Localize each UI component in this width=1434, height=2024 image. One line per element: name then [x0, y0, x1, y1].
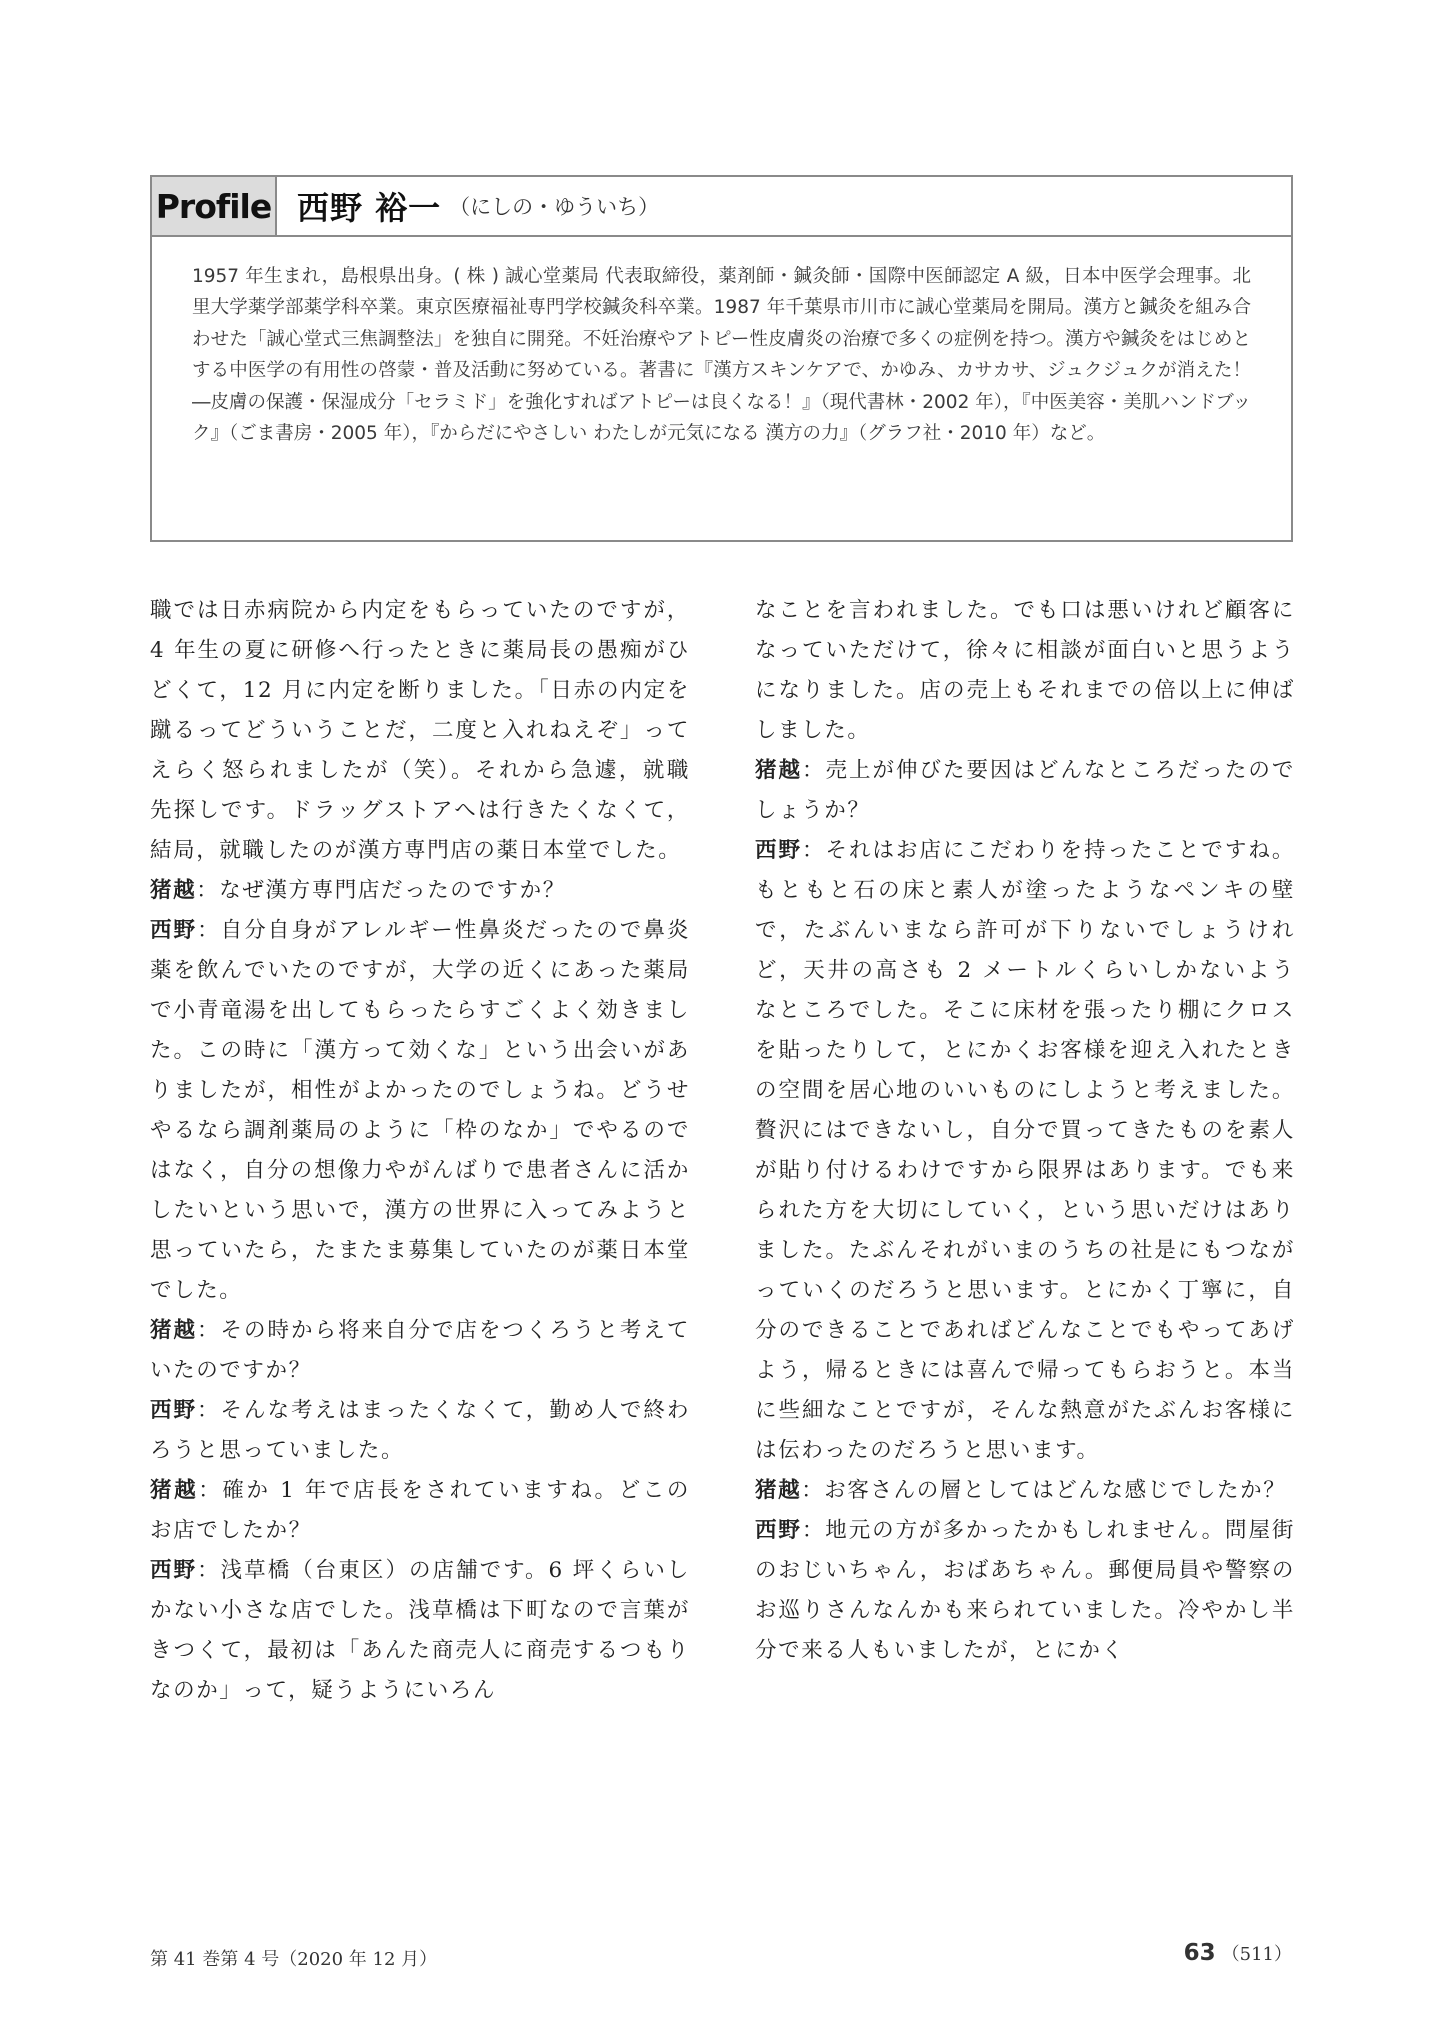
speaker: 西野	[150, 1558, 198, 1583]
speaker: 猪越	[755, 758, 802, 783]
paragraph-text: ：その時から将来自分で店をつくろうと考えていたのですか？	[150, 1318, 690, 1383]
paragraph-text: ：なぜ漢方専門店だったのですか？	[196, 878, 566, 903]
paragraph	[150, 591, 690, 871]
paragraph-text: 職では日赤病院から内定をもらっていたのですが，4 年生の夏に研修へ行ったときに薬局長の愚痴がひどくて，12 月に内定を断りました。「日赤の内定を蹴るってどういうことだ，二度と入れねえぞ」ってえらく怒られましたが（笑）。それから急遽，就職先探しです。ドラッグストアへは行きたくなくて，結局，就職したのが漢方専門店の薬日本堂でした。	[150, 598, 690, 863]
issue-info: 第 41 巻第 4 号（2020 年 12 月）	[150, 1949, 438, 1970]
profile-box	[150, 175, 1293, 542]
paragraph	[755, 1471, 1295, 1511]
speaker: 西野	[150, 1398, 198, 1423]
profile-header	[152, 177, 1291, 237]
paragraph	[755, 831, 1295, 1471]
paragraph-text: ：自分自身がアレルギー性鼻炎だったので鼻炎薬を飲んでいたのですが，大学の近くにあった薬局で小青竜湯を出してもらったらすごくよく効きました。この時に「漢方って効くな」という出会いがありましたが，相性がよかったのでしょうね。どうせやるなら調剤薬局のように「枠のなか」でやるのではなく，自分の想像力やがんばりで患者さんに活かしたいという思いで，漢方の世界に入ってみようと思っていたら，たまたま募集していたのが薬日本堂でした。	[150, 918, 690, 1303]
page-number: 63	[1183, 1940, 1216, 1966]
paragraph-text: ：そんな考えはまったくなくて，勤め人で終わろうと思っていました。	[150, 1398, 690, 1463]
paragraph	[755, 751, 1295, 831]
speaker: 猪越	[150, 878, 197, 903]
paragraph-text: ：売上が伸びた要因はどんなところだったのでしょうか？	[755, 758, 1295, 823]
profile-name-area	[277, 177, 659, 235]
paragraph-text: ：お客さんの層としてはどんな感じでしたか？	[801, 1478, 1287, 1503]
paragraph-text: なことを言われました。でも口は悪いけれど顧客になっていただけて，徐々に相談が面白いと思うようになりました。店の売上もそれまでの倍以上に伸ばしました。	[755, 598, 1295, 743]
speaker: 猪越	[755, 1478, 802, 1503]
paragraph	[755, 1511, 1295, 1671]
left-column	[150, 591, 690, 1711]
page-number-area	[1184, 1940, 1292, 1966]
paragraph-text: ：それはお店にこだわりを持ったことですね。もともと石の床と素人が塗ったようなペンキの壁で，たぶんいまなら許可が下りないでしょうけれど，天井の高さも 2 メートルくらいしかないようなところでした。そこに床材を張ったり棚にクロスを貼ったりして，とにかくお客様を迎え入れたときの空間を居心地のいいものにしようと考えました。贅沢にはできないし，自分で買ってきたものを素人が貼り付けるわけですから限界はあります。でも来られた方を大切にしていく，という思いだけはありました。たぶんそれがいまのうちの社是にもつながっていくのだろうと思います。とにかく丁寧に，自分のできることであればどんなことでもやってあげよう，帰るときには喜んで帰ってもらおうと。本当に些細なことですが，そんな熱意がたぶんお客様には伝わったのだろうと思います。	[755, 838, 1295, 1463]
paragraph	[150, 911, 690, 1311]
paragraph	[150, 1551, 690, 1711]
profile-reading: （にしの・ゆういち）	[449, 195, 660, 219]
paragraph	[150, 1391, 690, 1471]
speaker: 西野	[755, 1518, 802, 1543]
speaker: 西野	[150, 918, 198, 943]
total-page-number: （511）	[1221, 1944, 1292, 1965]
paragraph-text: ：地元の方が多かったかもしれません。問屋街のおじいちゃん，おばあちゃん。郵便局員や警察のお巡りさんなんかも来られていました。冷やかし半分で来る人もいましたが，とにかく	[755, 1518, 1295, 1663]
paragraph-text: ：確か 1 年で店長をされていますね。どこのお店でしたか？	[150, 1478, 690, 1543]
profile-bio: 1957 年生まれ，島根県出身。( 株 ) 誠心堂薬局 代表取締役，薬剤師・鍼灸師・国際中医師認定 A 級，日本中医学会理事。北里大学薬学部薬学科卒業。東京医療福祉専門学校鍼灸科卒業。1987 年千葉県市川市に誠心堂薬局を開局。漢方と鍼灸を組み合わせた「誠心堂式三焦調整法」を独自に開発。不妊治療やアトピー性皮膚炎の治療で多くの症例を持つ。漢方や鍼灸をはじめとする中医学の有用性の啓蒙・普及活動に努めている。著書に『漢方スキンケアで、かゆみ、カサカサ、ジュクジュクが消えた！ ―皮膚の保護・保湿成分「セラミド」を強化すればアトピーは良くなる！』（現代書林・2002 年），『中医美容・美肌ハンドブック』（ごま書房・2005 年），『からだにやさしい わたしが元気になる 漢方の力』（グラフ社・2010 年）など。	[192, 266, 1251, 445]
speaker: 猪越	[150, 1478, 199, 1503]
paragraph-text: ：浅草橋（台東区）の店舗です。6 坪くらいしかない小さな店でした。浅草橋は下町なので言葉がきつくて，最初は「あんた商売人に商売するつもりなのか」って，疑うようにいろん	[150, 1558, 690, 1703]
paragraph	[150, 1311, 690, 1391]
right-column	[755, 591, 1295, 1671]
paragraph	[150, 871, 690, 911]
speaker: 西野	[755, 838, 802, 863]
paragraph	[755, 591, 1295, 751]
profile-label: Profile	[152, 177, 277, 235]
speaker: 猪越	[150, 1318, 197, 1343]
paragraph	[150, 1471, 690, 1551]
profile-name: 西野 裕一	[297, 189, 442, 227]
